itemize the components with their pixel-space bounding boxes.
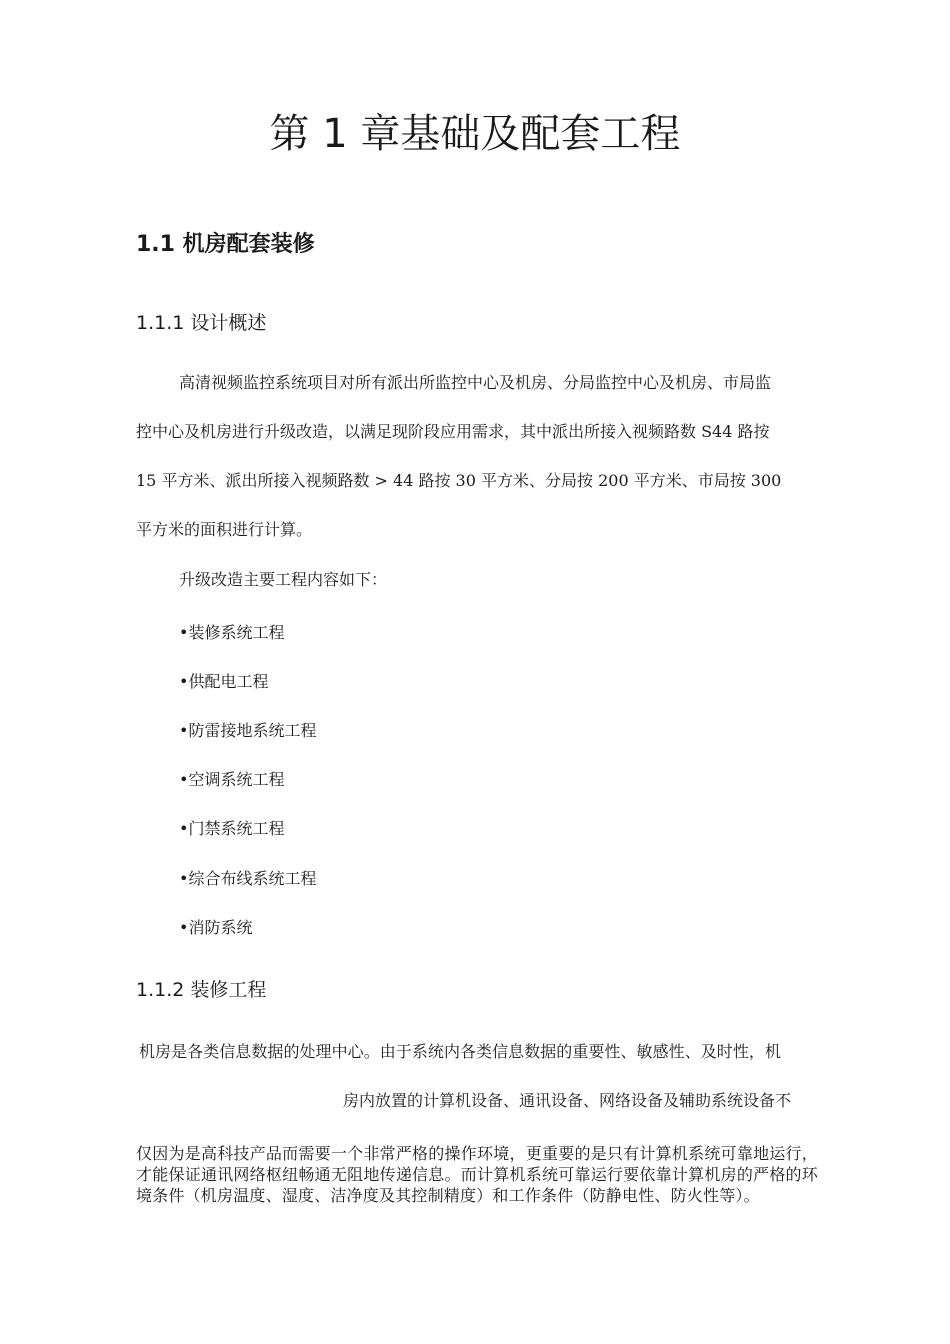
list-item: •空调系统工程 xyxy=(179,770,285,789)
list-item: •防雷接地系统工程 xyxy=(179,721,317,740)
list-item: •门禁系统工程 xyxy=(179,819,285,838)
section-heading: 1.1 机房配套装修 xyxy=(136,232,315,257)
paragraph-line: 控中心及机房进行升级改造，以满足现阶段应用需求，其中派出所接入视频路数 S44 路按 xyxy=(136,422,770,441)
subsection-heading-design-overview: 1.1.1 设计概述 xyxy=(136,312,267,334)
paragraph-continuation: 仅因为是高科技产品而需要一个非常严格的操作环境，更重要的是只有计算机系统可靠地运行，才能保证通讯网络枢纽畅通无阻地传递信息。而计算机系统可靠运行要依靠计算机房的严格的环境条件（机房温度、湿度、洁净度及其控制精度）和工作条件（防静电性、防火性等）。 xyxy=(136,1144,818,1205)
paragraph-line: 高清视频监控系统项目对所有派出所监控中心及机房、分局监控中心及机房、市局监 xyxy=(179,373,772,392)
paragraph-line: 15 平方米、派出所接入视频路数 > 44 路按 30 平方米、分局按 200 平方米、市局按 300 xyxy=(136,471,782,490)
list-item: •综合布线系统工程 xyxy=(179,869,317,888)
subsection-heading-decoration: 1.1.2 装修工程 xyxy=(136,979,267,1001)
paragraph-line: 平方米的面积进行计算。 xyxy=(136,520,313,539)
list-item: •供配电工程 xyxy=(179,672,269,691)
list-item: •消防系统 xyxy=(179,918,253,937)
paragraph-line: 房内放置的计算机设备、通讯设备、网络设备及辅助系统设备不 xyxy=(343,1091,792,1110)
chapter-title: 第 1 章基础及配套工程 xyxy=(269,111,681,157)
list-intro: 升级改造主要工程内容如下： xyxy=(179,570,388,589)
list-item: •装修系统工程 xyxy=(179,623,285,642)
paragraph-line: 机房是各类信息数据的处理中心。由于系统内各类信息数据的重要性、敏感性、及时性，机 xyxy=(139,1042,782,1061)
